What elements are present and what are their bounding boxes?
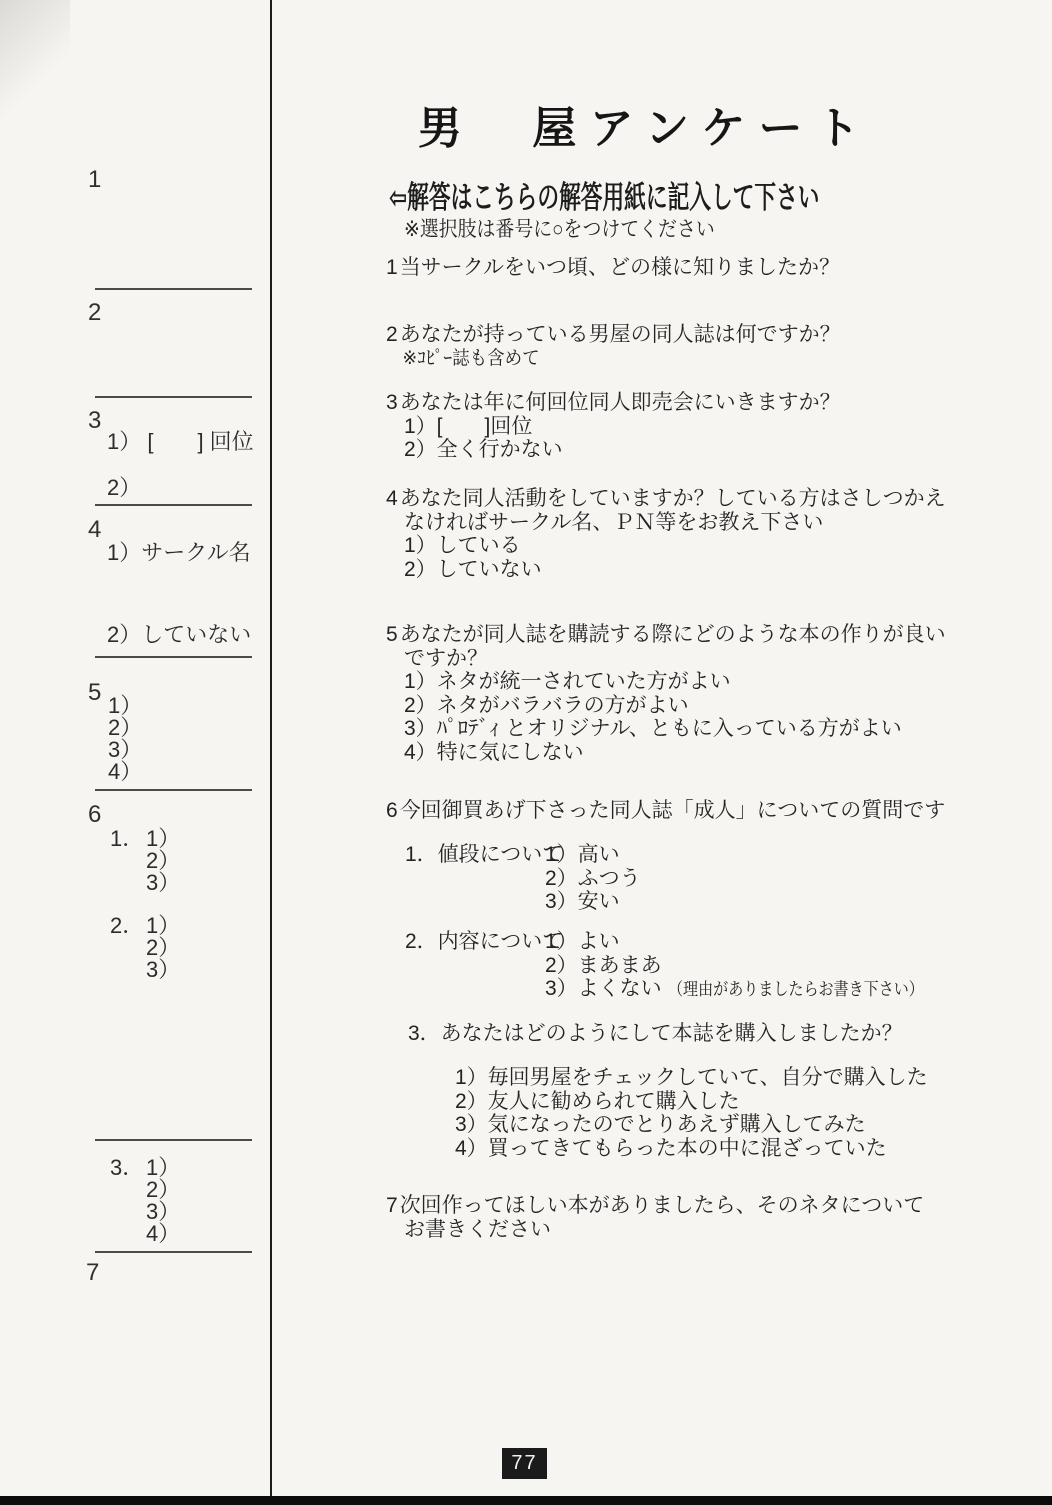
question-option: 2）友人に勧められて購入した <box>455 1089 740 1113</box>
question-4 <box>386 487 946 581</box>
question-number: 7 <box>386 1194 398 1217</box>
left-arrow-instruction-text: ⇦解答はこちらの解答用紙に記入して下さい <box>389 180 820 215</box>
answer-blank: 1）サークル名 <box>107 540 251 565</box>
question-text: あなたが同人誌を購読する際にどのような本の作りが良い <box>399 623 946 646</box>
answer-section-7-number: 7 <box>86 1259 100 1286</box>
question-text: あなた同人活動をしていますか？している方はさしつかえ <box>399 487 946 510</box>
answer-blank: 1） <box>108 693 143 718</box>
answer-section-1-number: 1 <box>88 166 102 193</box>
answer-blank: 2） <box>108 715 143 740</box>
footer-bar <box>0 1496 1052 1505</box>
question-option: 4）買ってきてもらった本の中に混ざっていた <box>455 1136 887 1160</box>
question-option: 2）ふつう <box>545 866 641 890</box>
answer-option-list <box>108 695 142 783</box>
answer-option-list <box>146 915 180 981</box>
answer-blank: 1） <box>146 826 181 851</box>
question-6-sub-3-label: 3．あなたはどのようにして本誌を購入しましたか？ <box>408 1022 903 1045</box>
question-option: 1）毎回男屋をチェックしていて、自分で購入した <box>455 1066 928 1089</box>
question-option: 3）気になったのでとりあえず購入してみた <box>455 1113 866 1136</box>
question-option: 1）している <box>404 534 521 557</box>
question-option-note: （理由がありましたらお書き下さい） <box>667 979 924 999</box>
answer-group-1 <box>110 828 180 894</box>
subquestion-options <box>545 930 965 1002</box>
question-option <box>545 977 965 1002</box>
question-option: 3）ﾊﾟﾛﾃﾞｨ とオリジナル、ともに入っている方がよい <box>404 717 902 740</box>
answer-blank: 1） <box>146 913 181 938</box>
question-text: あなたが持っている男屋の同人誌は何ですか？ <box>399 323 841 346</box>
question-1 <box>386 256 840 280</box>
question-number: 5 <box>386 623 398 646</box>
answer-group-2 <box>110 915 180 981</box>
question-text-continued: なければサークル名、ＰＮ等をお教え下さい <box>404 510 824 534</box>
question-option: 2）していない <box>404 557 542 581</box>
question-note: ※ｺﾋﾟｰ誌も含めて <box>402 347 540 369</box>
question-6-sub-1 <box>405 843 641 914</box>
subquestion-label: 2．内容について <box>405 930 564 953</box>
question-option: 1）高い <box>545 843 620 866</box>
circle-choice-note: ※選択肢は番号に○をつけてください <box>404 218 715 241</box>
question-number: 6 <box>386 799 398 822</box>
question-text: あなたは年に何回位同人即売会にいきますか？ <box>399 391 841 414</box>
answer-divider <box>95 1251 252 1253</box>
question-number: 1 <box>386 256 398 279</box>
question-option-text: 3）よくない <box>545 977 662 1000</box>
answer-group-label: 3． <box>110 1155 145 1180</box>
question-6-sub-2 <box>405 930 965 1002</box>
answer-group-label: 2． <box>110 913 145 938</box>
question-2 <box>386 323 841 370</box>
answer-blank: 1） [ ] 回位 <box>107 429 254 454</box>
answer-blank: 3） <box>146 957 181 982</box>
answer-blank: 2） <box>146 1177 181 1202</box>
question-text: 今回御買あげ下さった同人誌「成人」についての質問です <box>399 799 946 822</box>
answer-blank: 2） <box>146 848 181 873</box>
answer-section-3-number: 3 <box>88 407 102 434</box>
answer-blank: 2）していない <box>107 622 252 647</box>
answer-blank: 2） <box>107 475 142 500</box>
answer-section-4-number: 4 <box>88 516 102 543</box>
answer-section-5-number: 5 <box>88 679 102 706</box>
question-6-sub-3-options <box>455 1066 928 1160</box>
answer-blank: 3） <box>146 870 181 895</box>
answer-divider <box>95 789 252 791</box>
answer-sheet-instruction <box>389 172 819 217</box>
question-option: 4）特に気にしない <box>404 740 584 764</box>
answer-blank: 3） <box>146 1199 181 1224</box>
question-6 <box>386 799 945 823</box>
answer-blank: 4） <box>108 759 143 784</box>
question-text: 当サークルをいつ頃、どの様に知りましたか？ <box>399 256 841 279</box>
answer-divider <box>95 656 252 658</box>
answer-divider <box>95 504 252 506</box>
question-option: 2）ネタがバラバラの方がよい <box>404 693 689 717</box>
answer-section-6-number: 6 <box>88 801 102 828</box>
answer-divider <box>95 1139 252 1141</box>
question-option: 3）安い <box>545 890 620 913</box>
answer-blank: 3） <box>108 737 143 762</box>
question-7 <box>386 1194 924 1241</box>
answer-divider <box>95 396 252 398</box>
answer-blank: 2） <box>146 935 181 960</box>
question-text-continued: ですか？ <box>404 646 488 670</box>
question-number: 4 <box>386 487 398 510</box>
column-divider <box>270 0 272 1497</box>
answer-option-list <box>146 828 180 894</box>
page-number: 77 <box>511 1452 538 1474</box>
answer-blank: 4） <box>146 1221 181 1246</box>
question-option: 2）全く行かない <box>404 438 563 461</box>
question-text: 次回作ってほしい本がありましたら、そのネタについて <box>399 1194 925 1217</box>
question-number: 3 <box>386 391 398 414</box>
question-option: 1）[ ]回位 <box>404 414 533 438</box>
question-option: 1）よい <box>545 930 620 953</box>
page-title: 男 屋アンケート <box>418 104 873 153</box>
page-number-badge <box>502 1448 547 1479</box>
answer-group-label: 1． <box>110 826 145 851</box>
question-3 <box>386 391 841 462</box>
subquestion-options <box>545 843 641 914</box>
answer-group-3 <box>110 1157 180 1245</box>
scan-artifact <box>0 0 70 120</box>
answer-option-list <box>146 1157 180 1245</box>
question-5 <box>386 623 946 764</box>
subquestion-label: 1．値段について <box>405 843 564 866</box>
question-option: 1）ネタが統一されていた方がよい <box>404 670 731 693</box>
question-number: 2 <box>386 323 398 346</box>
answer-blank: 1） <box>146 1155 181 1180</box>
answer-section-2-number: 2 <box>88 299 102 326</box>
question-text-continued: お書きください <box>404 1217 551 1241</box>
question-option: 2）まあまあ <box>545 953 662 977</box>
answer-divider <box>95 288 252 290</box>
